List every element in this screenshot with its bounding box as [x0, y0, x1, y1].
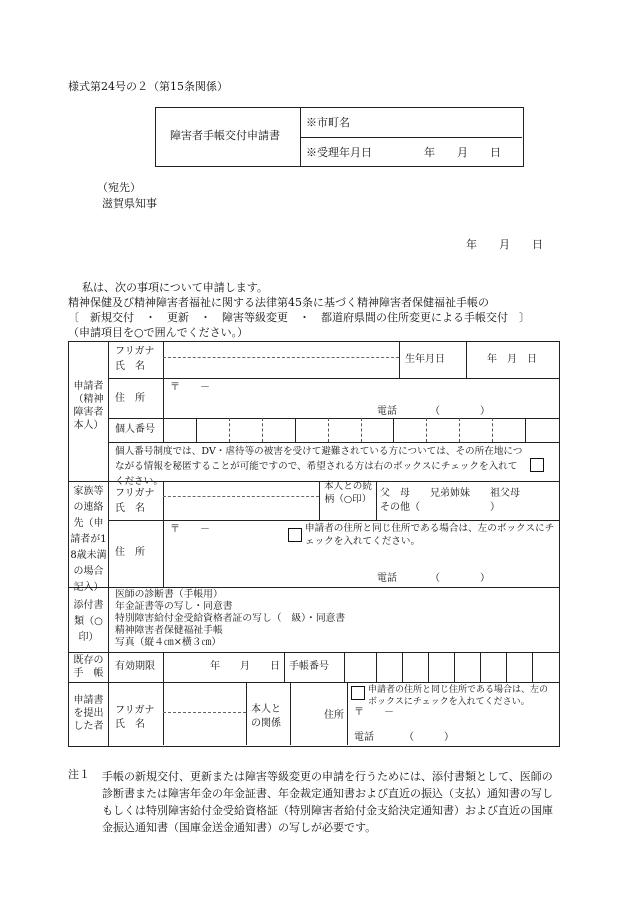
submitter-furigana-label: フリガナ — [115, 705, 155, 716]
handbook-number-label: 手帳番号 — [289, 661, 329, 672]
family-furigana-label: フリガナ — [115, 488, 155, 499]
submitter-same-address-checkbox[interactable] — [351, 686, 365, 700]
family-relation-other: その他（ ） — [380, 502, 500, 513]
validity-value: 年 月 日 — [210, 661, 280, 672]
submitter-phone-label: 電話 — [354, 732, 374, 743]
received-date-label: ※受理年月日 — [306, 146, 372, 159]
applicant-address-label: 住 所 — [115, 393, 145, 404]
attachment-item: 年金証書等の写し・同意書 — [115, 601, 233, 612]
family-phone-parens: （ ） — [430, 573, 490, 584]
conceal-address-checkbox[interactable] — [530, 458, 544, 472]
family-same-address-checkbox[interactable] — [288, 528, 302, 542]
intro-line-4: （申請項目を○で囲んでください。） — [68, 326, 249, 339]
family-same-address-note: 申請者の住所と同じ住所である場合は、左のボックスにチェックを入れてください。 — [305, 523, 555, 547]
mynumber-note: 個人番号制度では、DV・虐待等の被害を受けて避難されている方については、その所在地につながる情報を秘匿することが可能ですので、希望される方は右のボックスにチェックを入れてください。 — [115, 446, 523, 487]
applicant-phone-parens: （ ） — [430, 406, 490, 417]
submitter-name-label: 氏 名 — [115, 719, 145, 730]
family-phone-label: 電話 — [377, 573, 397, 584]
intro-line-2: 精神保健及び精神障害者福祉に関する法律第45条に基づく精神障害者保健福祉手帳の — [68, 296, 489, 309]
family-address-label: 住 所 — [115, 547, 145, 558]
attachment-item: 特別障害給付金受給資格者証の写し（ 級）・同意書 — [115, 613, 346, 624]
form-title: 障害者手帳交付申請書 — [170, 129, 280, 142]
attachments-section-label: 添付書類（○印） — [73, 600, 104, 643]
family-postal-mark: 〒 － — [170, 524, 210, 535]
submitter-relation-label: 本人との関係 — [251, 704, 281, 729]
application-date: 年 月 日 — [466, 238, 543, 251]
family-section-label: 家族等の連絡先（申請者が18歳未満の場合記入） — [70, 486, 107, 593]
birth-date-label: 生年月日 — [405, 354, 445, 365]
intro-line-1: 私は、次の事項について申請します。 — [82, 281, 268, 294]
applicant-furigana-label: フリガナ — [115, 346, 155, 357]
family-relation-label: 本人との続 柄（○印） — [324, 481, 382, 505]
applicant-section-label: 申請者（精神障害者本人） — [73, 381, 104, 431]
validity-label: 有効期限 — [115, 661, 155, 672]
mynumber-label: 個人番号 — [115, 424, 155, 435]
birth-date-value: 年 月 日 — [487, 354, 537, 365]
received-date-value: 年 月 日 — [424, 146, 501, 159]
applicant-name-label: 氏 名 — [115, 361, 145, 372]
addressee-name: 滋賀県知事 — [102, 197, 157, 210]
submitter-section-label: 申請書を提出した者 — [73, 695, 104, 732]
attachment-item: 医師の診断書（手帳用） — [115, 589, 223, 600]
existing-section-label: 既存の手 帳 — [73, 655, 104, 679]
form-number: 様式第24号の２（第15条関係） — [68, 80, 228, 93]
addressee-prefix: （宛先） — [97, 181, 141, 194]
family-relation-options: 父 母 兄弟姉妹 祖父母 — [380, 488, 520, 499]
footnote-text: 手帳の新規交付、更新または障害等級変更の申請を行うためには、添付書類として、医師の診断書または障害年金の年金証書、年金裁定通知書および直近の振込（支払）通知書の写しもしくは特別障害給付金受給資格証（特別障害者給付金支給決定通知書）および直近の国庫金振込通知書（国庫金送金通知書）の写しが必要です。 — [102, 770, 553, 834]
footnote-marker: 注１ — [68, 768, 90, 781]
submitter-phone-parens: （ ） — [404, 732, 454, 743]
submitter-address-label: 住所 — [324, 710, 344, 721]
applicant-phone-label: 電話 — [377, 406, 397, 417]
applicant-postal-mark: 〒 － — [170, 382, 210, 393]
submitter-same-address-note: 申請者の住所と同じ住所である場合は、左のボックスにチェックを入れてください。 — [368, 685, 549, 707]
intro-line-3: 〔 新規交付 ・ 更新 ・ 障害等級変更 ・ 都道府県間の住所変更による手帳交付 〕 — [68, 311, 530, 324]
city-label: ※市町名 — [306, 116, 350, 129]
submitter-postal-mark: 〒 － — [354, 707, 394, 718]
attachment-item: 写真（縦４㎝×横３㎝） — [115, 637, 222, 648]
attachment-item: 精神障害者保健福祉手帳 — [115, 625, 223, 636]
family-name-label: 氏 名 — [115, 503, 145, 514]
